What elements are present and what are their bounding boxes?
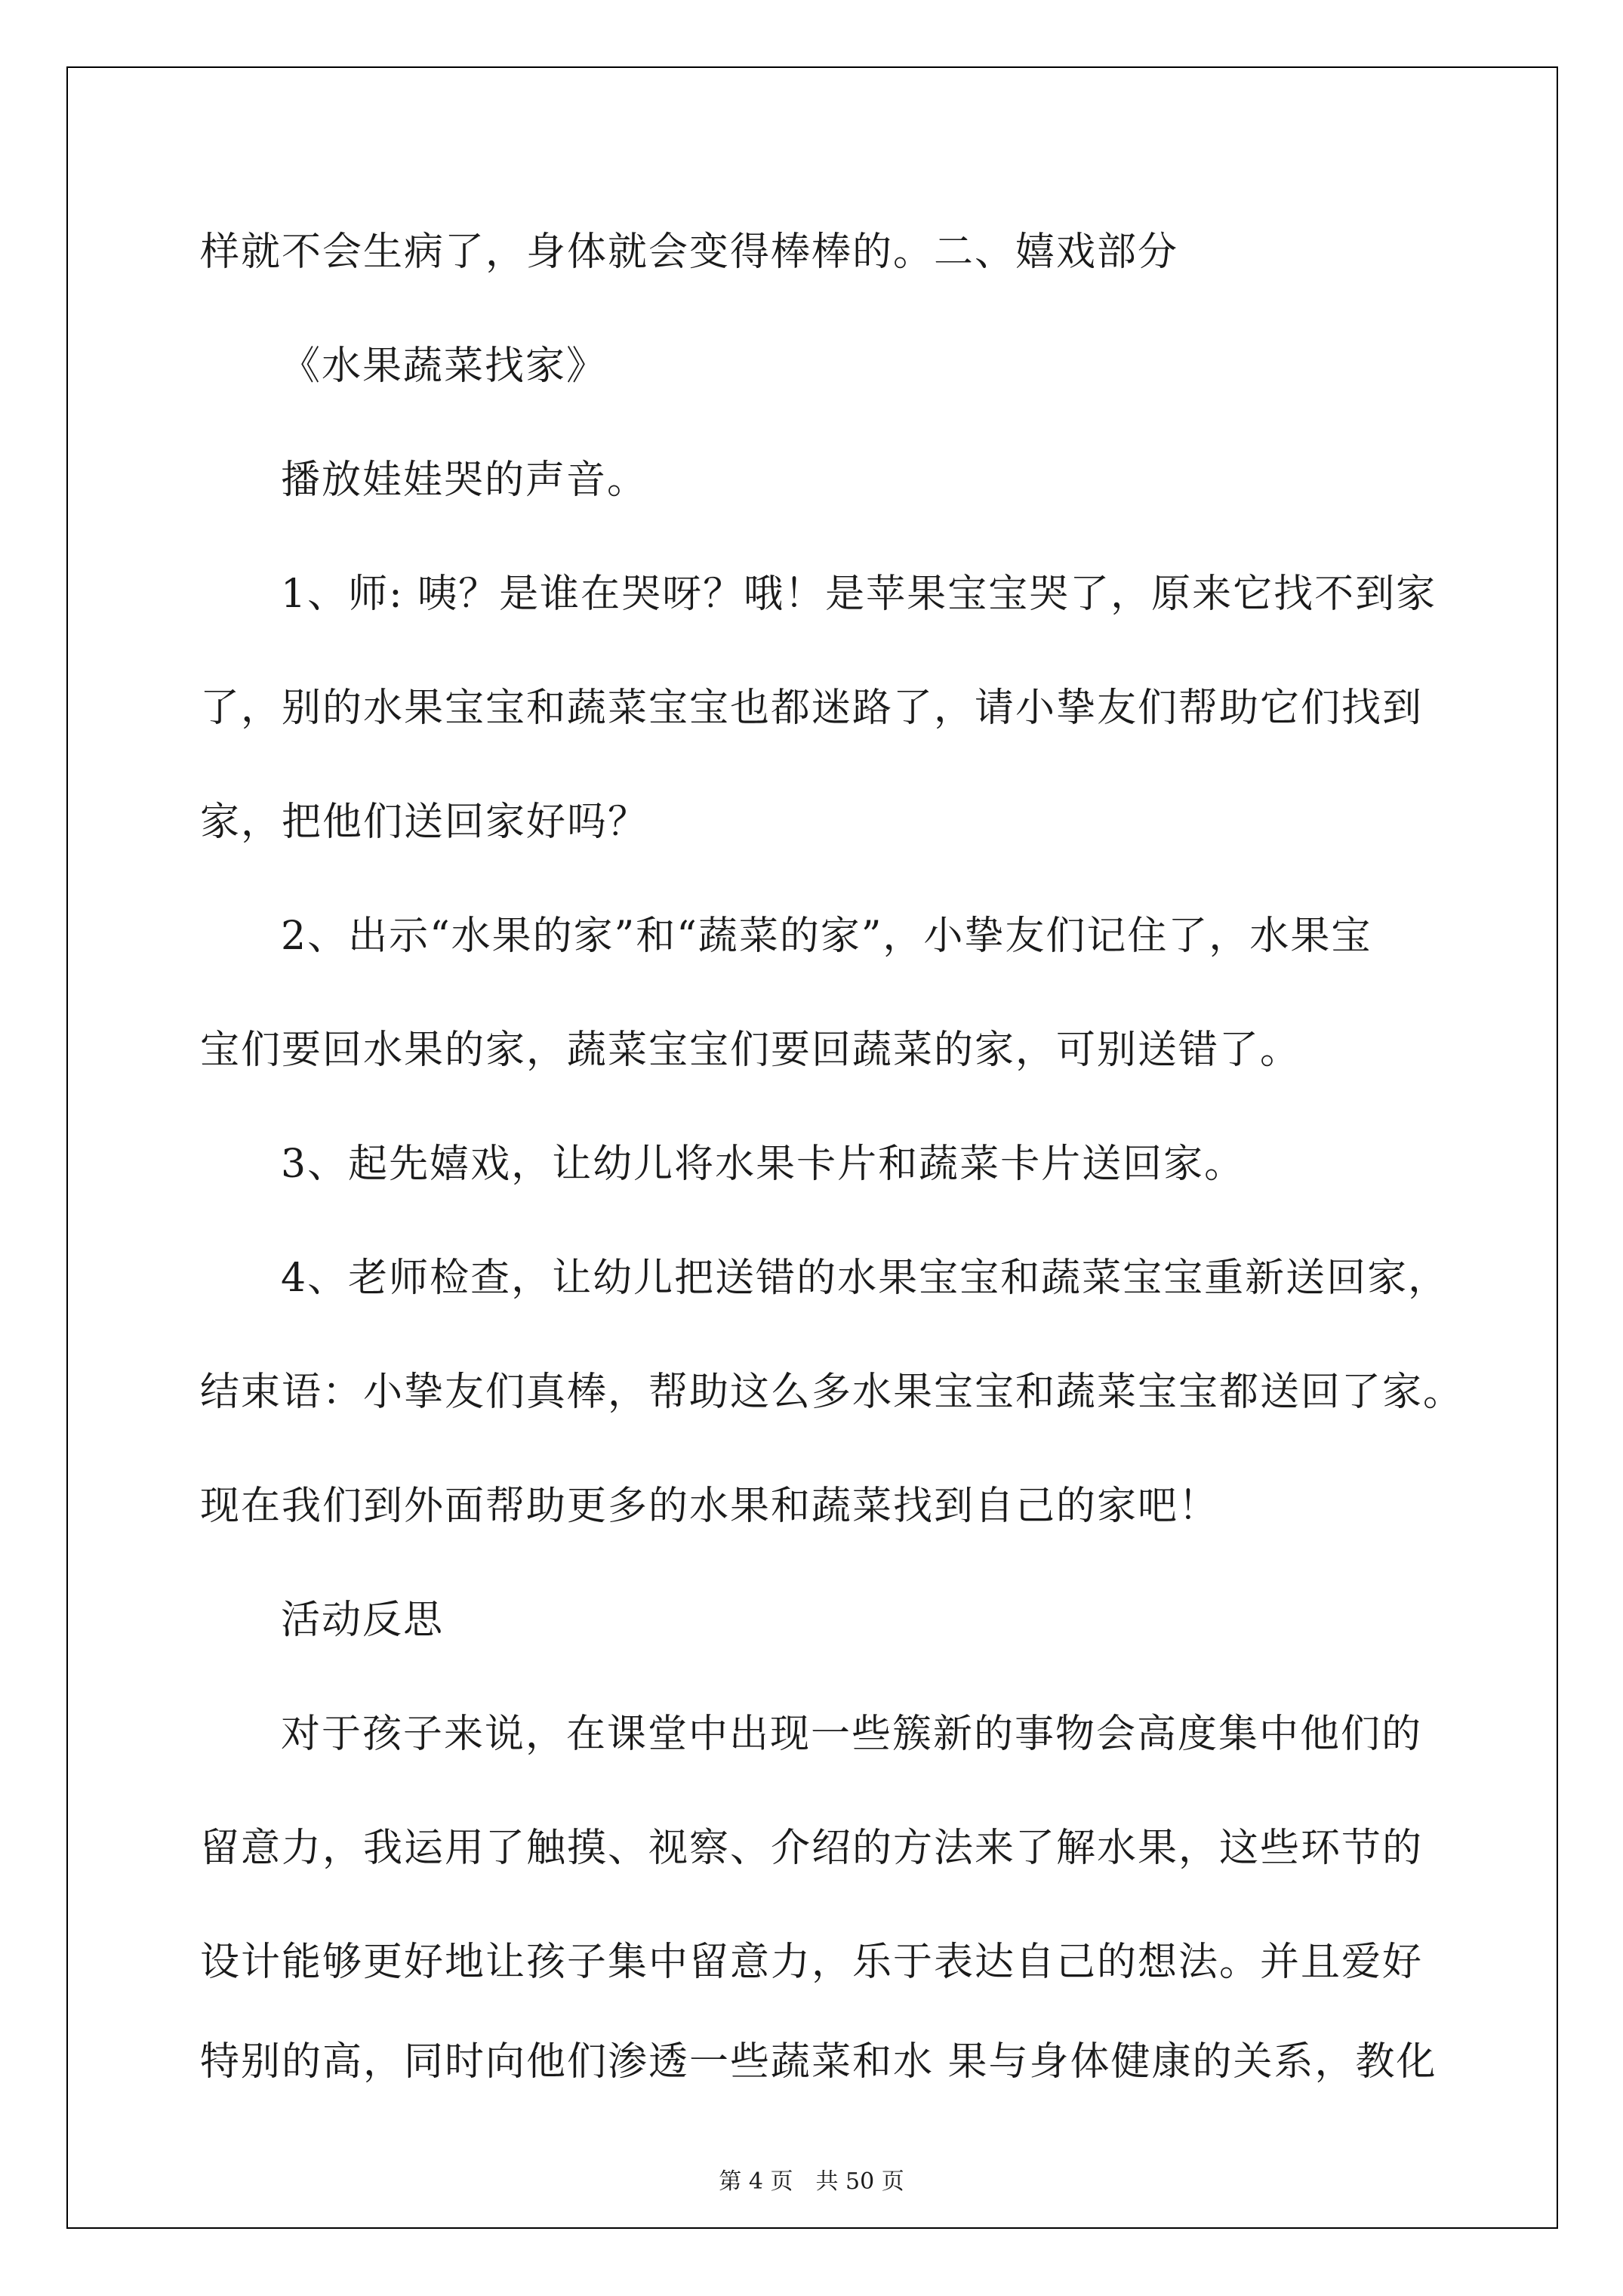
page-number: 第 4 页 共 50 页 <box>719 2168 904 2195</box>
text-line: 1、师: 咦？是谁在哭呀？哦！是苹果宝宝哭了，原来它找不到家 <box>281 572 1437 617</box>
text-line: 结束语：小挚友们真棒，帮助这么多水果宝宝和蔬菜宝宝都送回了家。 <box>200 1370 1464 1415</box>
section-heading: 活动反思 <box>281 1598 445 1643</box>
text-line: 3、起先嬉戏，让幼儿将水果卡片和蔬菜卡片送回家。 <box>281 1142 1246 1187</box>
text-line: 《水果蔬菜找家》 <box>281 344 608 389</box>
text-line: 了，别的水果宝宝和蔬菜宝宝也都迷路了，请小挚友们帮助它们找到 <box>200 686 1424 731</box>
text-line: 2、出示“水果的家”和“蔬菜的家”，小挚友们记住了，水果宝 <box>281 914 1372 959</box>
text-line: 设计能够更好地让孩子集中留意力，乐于表达自己的想法。并且爱好 <box>200 1940 1424 1985</box>
text-line: 家，把他们送回家好吗？ <box>200 800 649 845</box>
text-line: 特别的高，同时向他们渗透一些蔬菜和水 果与身体健康的关系，教化 <box>200 2039 1437 2085</box>
text-line: 现在我们到外面帮助更多的水果和蔬菜找到自己的家吧！ <box>200 1484 1220 1529</box>
text-line: 播放娃娃哭的声音。 <box>281 458 648 503</box>
text-line: 4、老师检查，让幼儿把送错的水果宝宝和蔬菜宝宝重新送回家， <box>281 1256 1449 1301</box>
text-line: 宝们要回水果的家，蔬菜宝宝们要回蔬菜的家，可别送错了。 <box>200 1028 1301 1073</box>
text-line: 样就不会生病了，身体就会变得棒棒的。二、嬉戏部分 <box>200 230 1179 275</box>
text-line: 留意力，我运用了触摸、视察、介绍的方法来了解水果，这些环节的 <box>200 1826 1424 1871</box>
text-line: 对于孩子来说，在课堂中出现一些簇新的事物会高度集中他们的 <box>281 1712 1423 1757</box>
